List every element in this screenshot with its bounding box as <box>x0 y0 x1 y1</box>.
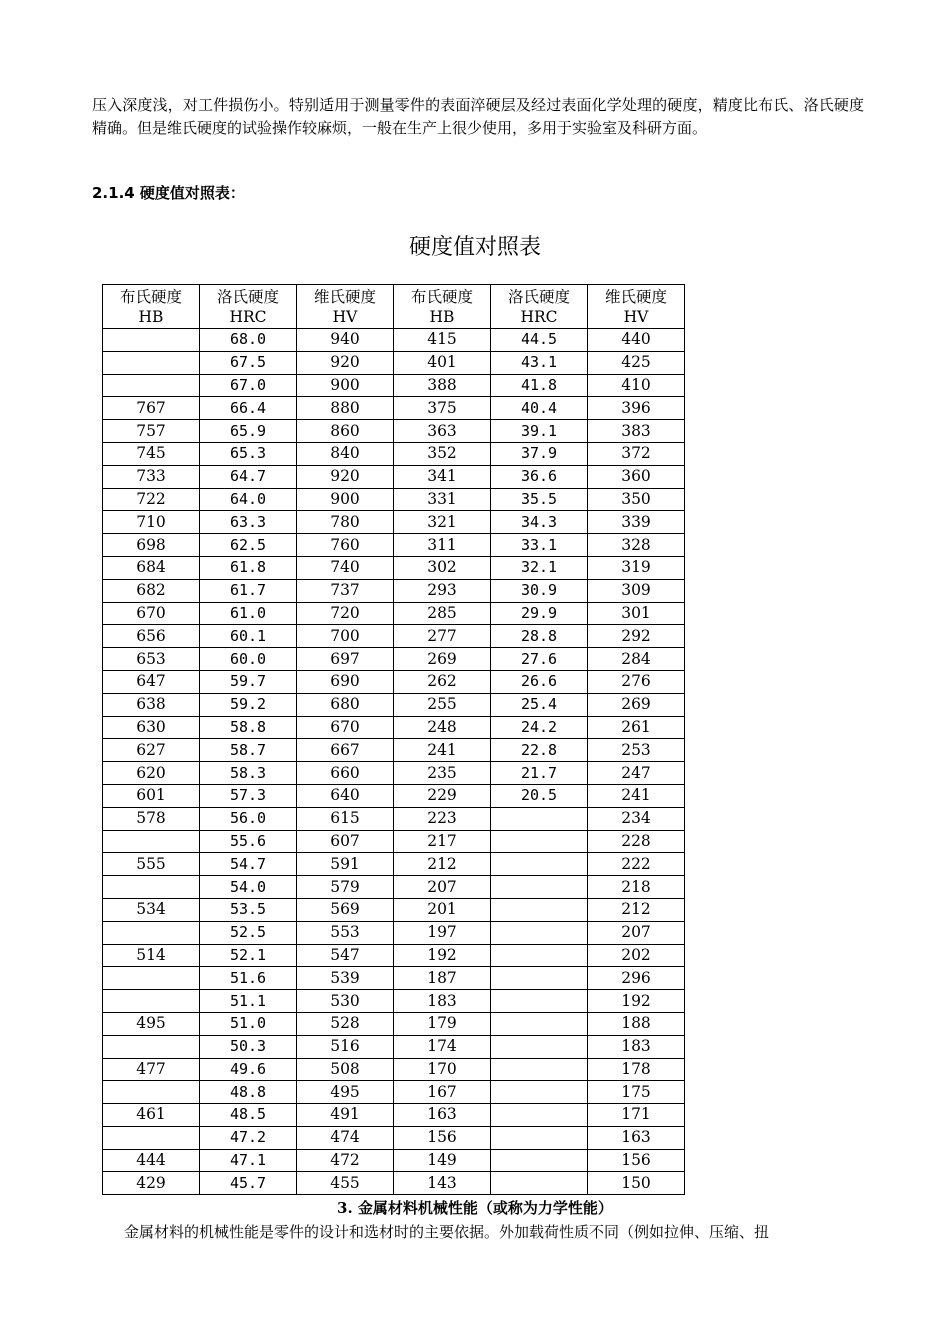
table-row <box>103 420 685 443</box>
table-cell: 163 <box>394 1104 491 1127</box>
table-cell: 331 <box>394 488 491 511</box>
table-cell: 900 <box>297 374 394 397</box>
table-cell: 39.1 <box>491 420 588 443</box>
table-cell: 247 <box>588 762 685 785</box>
table-row <box>103 967 685 990</box>
table-cell: 67.0 <box>200 374 297 397</box>
table-cell: 880 <box>297 397 394 420</box>
table-cell: 319 <box>588 556 685 579</box>
table-cell <box>103 329 200 352</box>
table-cell: 372 <box>588 442 685 465</box>
table-cell: 733 <box>103 465 200 488</box>
table-cell: 638 <box>103 693 200 716</box>
table-cell: 212 <box>588 898 685 921</box>
table-cell: 339 <box>588 511 685 534</box>
table-cell: 396 <box>588 397 685 420</box>
column-header-unit: HB <box>138 307 164 326</box>
table-cell: 235 <box>394 762 491 785</box>
table-cell: 34.3 <box>491 511 588 534</box>
table-cell: 21.7 <box>491 762 588 785</box>
table-cell: 66.4 <box>200 397 297 420</box>
table-cell: 25.4 <box>491 693 588 716</box>
column-header-unit: HV <box>332 307 358 326</box>
table-cell <box>491 921 588 944</box>
table-cell: 328 <box>588 534 685 557</box>
table-cell: 528 <box>297 1012 394 1035</box>
table-cell: 429 <box>103 1172 200 1195</box>
table-cell: 51.6 <box>200 967 297 990</box>
table-cell: 50.3 <box>200 1035 297 1058</box>
table-cell <box>103 1035 200 1058</box>
table-cell: 296 <box>588 967 685 990</box>
table-cell: 607 <box>297 830 394 853</box>
table-cell: 217 <box>394 830 491 853</box>
table-row <box>103 876 685 899</box>
table-cell <box>103 967 200 990</box>
table-cell: 276 <box>588 670 685 693</box>
table-cell: 55.6 <box>200 830 297 853</box>
column-header <box>491 285 588 329</box>
table-row <box>103 670 685 693</box>
table-cell: 474 <box>297 1126 394 1149</box>
table-cell: 27.6 <box>491 648 588 671</box>
table-cell: 670 <box>103 602 200 625</box>
table-row <box>103 1126 685 1149</box>
table-cell: 207 <box>394 876 491 899</box>
table-cell: 53.5 <box>200 898 297 921</box>
table-cell: 36.6 <box>491 465 588 488</box>
table-row <box>103 351 685 374</box>
table-cell: 388 <box>394 374 491 397</box>
table-cell <box>103 830 200 853</box>
table-cell: 65.9 <box>200 420 297 443</box>
table-cell: 51.1 <box>200 990 297 1013</box>
table-cell: 143 <box>394 1172 491 1195</box>
table-cell: 47.1 <box>200 1149 297 1172</box>
table-cell: 170 <box>394 1058 491 1081</box>
table-cell: 29.9 <box>491 602 588 625</box>
table-cell: 760 <box>297 534 394 557</box>
table-cell: 65.3 <box>200 442 297 465</box>
table-cell: 547 <box>297 944 394 967</box>
column-header-unit: HRC <box>520 307 558 326</box>
table-cell: 737 <box>297 579 394 602</box>
table-cell: 653 <box>103 648 200 671</box>
table-cell: 495 <box>297 1081 394 1104</box>
table-cell: 149 <box>394 1149 491 1172</box>
table-cell: 591 <box>297 853 394 876</box>
table-cell: 534 <box>103 898 200 921</box>
table-cell: 767 <box>103 397 200 420</box>
table-cell: 757 <box>103 420 200 443</box>
table-cell: 178 <box>588 1058 685 1081</box>
section-heading: 2.1.4 硬度值对照表： <box>92 184 245 202</box>
table-row <box>103 329 685 352</box>
table-cell: 383 <box>588 420 685 443</box>
table-cell: 32.1 <box>491 556 588 579</box>
table-cell: 223 <box>394 807 491 830</box>
table-cell: 553 <box>297 921 394 944</box>
table-cell: 444 <box>103 1149 200 1172</box>
table-row <box>103 602 685 625</box>
table-cell: 24.2 <box>491 716 588 739</box>
table-cell: 455 <box>297 1172 394 1195</box>
table-cell: 30.9 <box>491 579 588 602</box>
table-cell: 321 <box>394 511 491 534</box>
table-cell: 579 <box>297 876 394 899</box>
table-cell: 578 <box>103 807 200 830</box>
table-cell: 56.0 <box>200 807 297 830</box>
table-cell: 284 <box>588 648 685 671</box>
table-cell: 720 <box>297 602 394 625</box>
table-cell <box>103 351 200 374</box>
table-cell: 301 <box>588 602 685 625</box>
column-header-unit: HB <box>429 307 455 326</box>
table-cell: 241 <box>588 784 685 807</box>
table-cell: 40.4 <box>491 397 588 420</box>
body-paragraph: 金属材料的机械性能是零件的设计和选材时的主要依据。外加载荷性质不同（例如拉伸、压缩、扭 <box>124 1223 770 1241</box>
table-cell: 269 <box>588 693 685 716</box>
column-header-name: 布氏硬度 <box>410 287 473 306</box>
table-cell: 410 <box>588 374 685 397</box>
table-cell: 360 <box>588 465 685 488</box>
table-cell: 174 <box>394 1035 491 1058</box>
table-cell: 35.5 <box>491 488 588 511</box>
table-cell: 57.3 <box>200 784 297 807</box>
table-cell: 285 <box>394 602 491 625</box>
table-cell: 477 <box>103 1058 200 1081</box>
table-cell: 192 <box>394 944 491 967</box>
table-cell: 530 <box>297 990 394 1013</box>
table-cell: 682 <box>103 579 200 602</box>
table-row <box>103 1035 685 1058</box>
table-cell: 58.3 <box>200 762 297 785</box>
table-row <box>103 556 685 579</box>
table-cell: 188 <box>588 1012 685 1035</box>
column-header <box>588 285 685 329</box>
table-row <box>103 488 685 511</box>
table-row <box>103 511 685 534</box>
table-cell: 292 <box>588 625 685 648</box>
table-cell: 311 <box>394 534 491 557</box>
table-cell: 67.5 <box>200 351 297 374</box>
intro-paragraph: 压入深度浅，对工件损伤小。特别适用于测量零件的表面淬硬层及经过表面化学处理的硬度，精度比布氏、洛氏硬度精确。但是维氏硬度的试验操作较麻烦，一般在生产上很少使用，多用于实验室及科研方面。 <box>92 96 864 137</box>
column-header <box>394 285 491 329</box>
table-cell: 514 <box>103 944 200 967</box>
table-cell: 192 <box>588 990 685 1013</box>
table-cell: 52.1 <box>200 944 297 967</box>
table-cell: 48.5 <box>200 1104 297 1127</box>
table-cell: 61.7 <box>200 579 297 602</box>
table-cell: 58.8 <box>200 716 297 739</box>
table-row <box>103 397 685 420</box>
column-header <box>297 285 394 329</box>
table-cell: 508 <box>297 1058 394 1081</box>
table-cell: 64.0 <box>200 488 297 511</box>
table-body <box>103 329 685 1195</box>
table-cell: 261 <box>588 716 685 739</box>
table-cell: 156 <box>588 1149 685 1172</box>
table-row <box>103 716 685 739</box>
table-row <box>103 534 685 557</box>
table-cell: 52.5 <box>200 921 297 944</box>
table-cell <box>491 898 588 921</box>
column-header-unit: HV <box>623 307 649 326</box>
table-cell: 60.1 <box>200 625 297 648</box>
table-cell: 700 <box>297 625 394 648</box>
table-cell: 28.8 <box>491 625 588 648</box>
table-cell: 255 <box>394 693 491 716</box>
table-cell: 660 <box>297 762 394 785</box>
table-cell: 940 <box>297 329 394 352</box>
table-cell: 47.2 <box>200 1126 297 1149</box>
table-cell: 627 <box>103 739 200 762</box>
table-cell: 48.8 <box>200 1081 297 1104</box>
table-cell: 840 <box>297 442 394 465</box>
table-cell: 222 <box>588 853 685 876</box>
table-cell <box>491 1081 588 1104</box>
table-cell: 569 <box>297 898 394 921</box>
table-cell: 269 <box>394 648 491 671</box>
table-cell: 20.5 <box>491 784 588 807</box>
table-cell: 68.0 <box>200 329 297 352</box>
table-cell <box>103 921 200 944</box>
table-row <box>103 442 685 465</box>
table-cell <box>491 1012 588 1035</box>
column-header <box>200 285 297 329</box>
table-cell <box>491 830 588 853</box>
table-cell <box>491 944 588 967</box>
table-cell <box>491 1104 588 1127</box>
table-cell: 26.6 <box>491 670 588 693</box>
column-header-name: 布氏硬度 <box>119 287 182 306</box>
table-cell: 49.6 <box>200 1058 297 1081</box>
table-cell: 51.0 <box>200 1012 297 1035</box>
table-cell: 33.1 <box>491 534 588 557</box>
table-cell: 415 <box>394 329 491 352</box>
table-cell: 302 <box>394 556 491 579</box>
table-cell: 440 <box>588 329 685 352</box>
table-row <box>103 1104 685 1127</box>
table-cell: 710 <box>103 511 200 534</box>
column-header-name: 洛氏硬度 <box>216 287 279 306</box>
table-cell: 491 <box>297 1104 394 1127</box>
table-cell: 363 <box>394 420 491 443</box>
table-cell: 680 <box>297 693 394 716</box>
table-cell: 461 <box>103 1104 200 1127</box>
table-cell: 60.0 <box>200 648 297 671</box>
table-cell <box>491 1035 588 1058</box>
table-cell <box>491 876 588 899</box>
table-title: 硬度值对照表 <box>408 235 541 260</box>
table-cell: 601 <box>103 784 200 807</box>
table-row <box>103 944 685 967</box>
column-header-name: 维氏硬度 <box>313 287 376 306</box>
column-header-name: 洛氏硬度 <box>507 287 570 306</box>
table-cell <box>491 1126 588 1149</box>
table-cell <box>491 990 588 1013</box>
table-cell: 425 <box>588 351 685 374</box>
table-cell: 555 <box>103 853 200 876</box>
table-cell: 920 <box>297 351 394 374</box>
column-header-unit: HRC <box>229 307 267 326</box>
column-header <box>103 285 200 329</box>
table-cell: 253 <box>588 739 685 762</box>
table-cell: 401 <box>394 351 491 374</box>
table-cell: 61.8 <box>200 556 297 579</box>
table-cell: 495 <box>103 1012 200 1035</box>
table-cell: 352 <box>394 442 491 465</box>
table-cell: 171 <box>588 1104 685 1127</box>
table-cell: 175 <box>588 1081 685 1104</box>
table-row <box>103 830 685 853</box>
table-cell: 63.3 <box>200 511 297 534</box>
table-cell: 187 <box>394 967 491 990</box>
table-row <box>103 579 685 602</box>
column-header-name: 维氏硬度 <box>604 287 667 306</box>
table-cell: 201 <box>394 898 491 921</box>
table-cell: 350 <box>588 488 685 511</box>
table-row <box>103 1172 685 1195</box>
sub-heading: 3. 金属材料机械性能（或称为力学性能） <box>337 1199 613 1217</box>
table-cell: 64.7 <box>200 465 297 488</box>
table-cell: 647 <box>103 670 200 693</box>
table-cell: 202 <box>588 944 685 967</box>
table-row <box>103 648 685 671</box>
table-cell: 54.7 <box>200 853 297 876</box>
table-row <box>103 1058 685 1081</box>
table-cell: 740 <box>297 556 394 579</box>
table-cell: 207 <box>588 921 685 944</box>
table-cell: 341 <box>394 465 491 488</box>
table-cell: 45.7 <box>200 1172 297 1195</box>
table-cell: 690 <box>297 670 394 693</box>
table-cell: 248 <box>394 716 491 739</box>
table-row <box>103 807 685 830</box>
table-cell <box>491 853 588 876</box>
table-cell: 698 <box>103 534 200 557</box>
table-cell: 722 <box>103 488 200 511</box>
table-cell <box>103 1126 200 1149</box>
table-cell: 516 <box>297 1035 394 1058</box>
table-cell: 860 <box>297 420 394 443</box>
table-cell: 62.5 <box>200 534 297 557</box>
table-cell: 229 <box>394 784 491 807</box>
table-cell: 44.5 <box>491 329 588 352</box>
table-cell: 293 <box>394 579 491 602</box>
table-cell: 670 <box>297 716 394 739</box>
table-cell: 59.2 <box>200 693 297 716</box>
table-row <box>103 921 685 944</box>
table-row <box>103 1012 685 1035</box>
table-cell: 684 <box>103 556 200 579</box>
table-cell: 179 <box>394 1012 491 1035</box>
table-cell: 163 <box>588 1126 685 1149</box>
table-cell: 43.1 <box>491 351 588 374</box>
table-cell: 167 <box>394 1081 491 1104</box>
table-cell: 241 <box>394 739 491 762</box>
table-row <box>103 898 685 921</box>
table-cell: 37.9 <box>491 442 588 465</box>
table-row <box>103 625 685 648</box>
table-cell: 234 <box>588 807 685 830</box>
table-row <box>103 1149 685 1172</box>
table-cell: 262 <box>394 670 491 693</box>
table-cell: 150 <box>588 1172 685 1195</box>
table-cell <box>103 876 200 899</box>
table-cell: 667 <box>297 739 394 762</box>
table-row <box>103 853 685 876</box>
table-cell: 745 <box>103 442 200 465</box>
table-cell: 59.7 <box>200 670 297 693</box>
table-cell <box>103 374 200 397</box>
table-cell: 309 <box>588 579 685 602</box>
table-cell: 212 <box>394 853 491 876</box>
table-cell: 472 <box>297 1149 394 1172</box>
table-cell: 615 <box>297 807 394 830</box>
table-cell: 41.8 <box>491 374 588 397</box>
table-cell: 156 <box>394 1126 491 1149</box>
table-cell: 228 <box>588 830 685 853</box>
table-cell: 61.0 <box>200 602 297 625</box>
table-row <box>103 990 685 1013</box>
table-row <box>103 739 685 762</box>
hardness-table <box>102 284 685 1195</box>
table-cell <box>491 1149 588 1172</box>
table-cell: 920 <box>297 465 394 488</box>
table-cell: 197 <box>394 921 491 944</box>
table-row <box>103 465 685 488</box>
table-cell <box>103 1081 200 1104</box>
table-cell <box>491 807 588 830</box>
table-cell <box>491 1058 588 1081</box>
table-cell: 780 <box>297 511 394 534</box>
table-cell: 183 <box>394 990 491 1013</box>
table-header-row <box>103 285 685 329</box>
table-row <box>103 762 685 785</box>
table-cell: 656 <box>103 625 200 648</box>
table-cell: 183 <box>588 1035 685 1058</box>
table-cell: 900 <box>297 488 394 511</box>
table-cell: 620 <box>103 762 200 785</box>
table-row <box>103 1081 685 1104</box>
table-row <box>103 784 685 807</box>
table-cell <box>491 1172 588 1195</box>
table-cell: 539 <box>297 967 394 990</box>
table-cell <box>103 990 200 1013</box>
table-cell: 640 <box>297 784 394 807</box>
table-cell: 58.7 <box>200 739 297 762</box>
table-cell: 54.0 <box>200 876 297 899</box>
table-cell: 218 <box>588 876 685 899</box>
table-cell: 630 <box>103 716 200 739</box>
table-cell: 697 <box>297 648 394 671</box>
table-cell: 22.8 <box>491 739 588 762</box>
table-row <box>103 374 685 397</box>
table-cell <box>491 967 588 990</box>
table-cell: 277 <box>394 625 491 648</box>
table-cell: 375 <box>394 397 491 420</box>
table-row <box>103 693 685 716</box>
